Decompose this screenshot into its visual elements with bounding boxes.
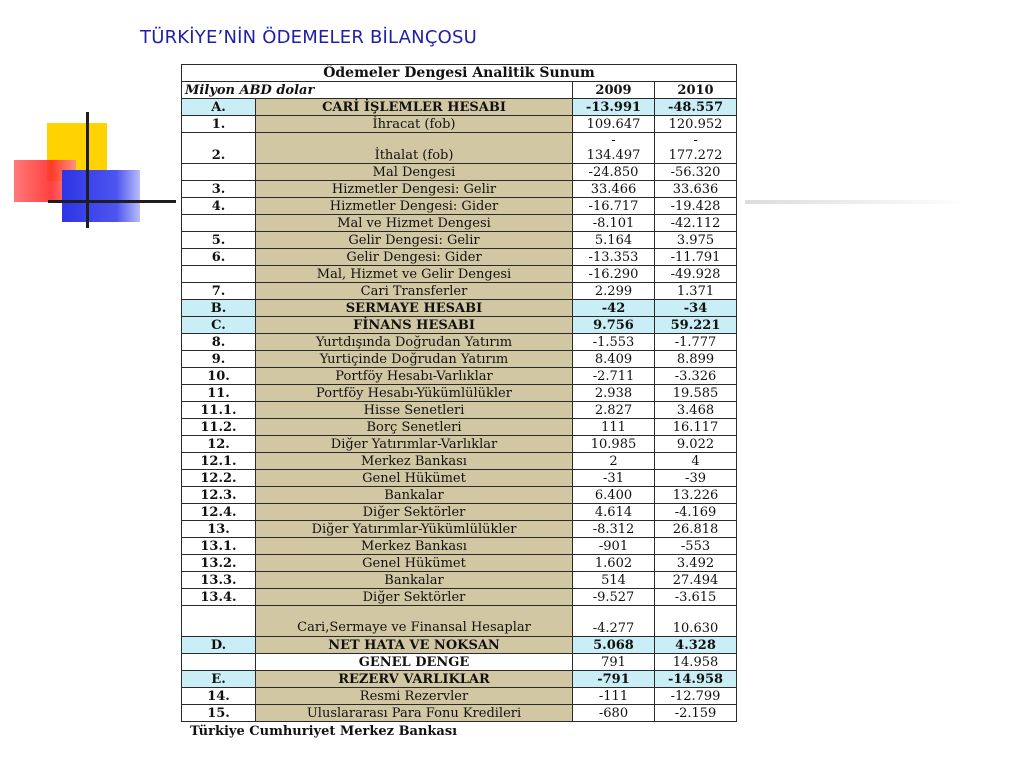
table-row (182, 453, 737, 470)
row-code: A. (182, 99, 256, 116)
value-2009: -791 (573, 671, 655, 688)
row-label: Bankalar (256, 572, 573, 589)
row-code: 1. (182, 116, 256, 133)
unit-label: Milyon ABD dolar (182, 82, 573, 99)
row-code: 10. (182, 368, 256, 385)
row-label: Hizmetler Dengesi: Gelir (256, 181, 573, 198)
row-label: SERMAYE HESABI (256, 300, 573, 317)
row-code: 7. (182, 283, 256, 300)
row-code: 3. (182, 181, 256, 198)
row-code: 11.1. (182, 402, 256, 419)
row-label: Gelir Dengesi: Gelir (256, 232, 573, 249)
value-2010: 13.226 (655, 487, 737, 504)
table-row (182, 164, 737, 181)
table-row (182, 606, 737, 637)
table-row (182, 504, 737, 521)
value-2009: -13.353 (573, 249, 655, 266)
table-row (182, 198, 737, 215)
table-header-row (182, 82, 737, 99)
row-label: İhracat (fob) (256, 116, 573, 133)
row-label: Bankalar (256, 487, 573, 504)
row-label: CARİ İŞLEMLER HESABI (256, 99, 573, 116)
table-row (182, 705, 737, 722)
value-2010: -42.112 (655, 215, 737, 232)
row-code: 6. (182, 249, 256, 266)
value-2009: 6.400 (573, 487, 655, 504)
row-label: Diğer Yatırımlar-Yükümlülükler (256, 521, 573, 538)
value-2009 (573, 133, 655, 164)
table-row (182, 589, 737, 606)
value-2010 (655, 133, 737, 164)
row-code: 5. (182, 232, 256, 249)
value-2009: -8.101 (573, 215, 655, 232)
value-2010: -553 (655, 538, 737, 555)
value-2010: 4.328 (655, 637, 737, 654)
decorative-squares-logo (0, 0, 190, 240)
row-label: Hizmetler Dengesi: Gider (256, 198, 573, 215)
table-row (182, 215, 737, 232)
table-row (182, 283, 737, 300)
table-row (182, 99, 737, 116)
table-title: Ödemeler Dengesi Analitik Sunum (182, 65, 737, 82)
row-code: 13. (182, 521, 256, 538)
row-label: Merkez Bankası (256, 453, 573, 470)
table-row (182, 572, 737, 589)
row-label: Cari Transferler (256, 283, 573, 300)
source-note: Türkiye Cumhuriyet Merkez Bankası (190, 724, 458, 739)
value-2009: -16.717 (573, 198, 655, 215)
value-2009: -13.991 (573, 99, 655, 116)
row-label: GENEL DENGE (256, 654, 573, 671)
table-row (182, 351, 737, 368)
value-2009: 5.068 (573, 637, 655, 654)
value-2010: 3.975 (655, 232, 737, 249)
row-code (182, 266, 256, 283)
value-2010: -48.557 (655, 99, 737, 116)
row-code: C. (182, 317, 256, 334)
value-2010: 3.492 (655, 555, 737, 572)
value-2010: 33.636 (655, 181, 737, 198)
row-label: Mal Dengesi (256, 164, 573, 181)
value-2009: 9.756 (573, 317, 655, 334)
table-row (182, 385, 737, 402)
value-2009: 2.299 (573, 283, 655, 300)
table-row (182, 300, 737, 317)
value-2009: -2.711 (573, 368, 655, 385)
value-2009: -24.850 (573, 164, 655, 181)
value-2009: 10.985 (573, 436, 655, 453)
row-label: Borç Senetleri (256, 419, 573, 436)
value-2009: 4.614 (573, 504, 655, 521)
value-2010: -39 (655, 470, 737, 487)
row-code: B. (182, 300, 256, 317)
horizontal-line (48, 200, 176, 203)
value-text: 177.272 (668, 148, 723, 163)
row-label: Portföy Hesabı-Varlıklar (256, 368, 573, 385)
row-code (182, 215, 256, 232)
row-label: FİNANS HESABI (256, 317, 573, 334)
row-label: Mal ve Hizmet Dengesi (256, 215, 573, 232)
vertical-line (86, 112, 89, 228)
row-label: Genel Hükümet (256, 470, 573, 487)
row-label: Gelir Dengesi: Gider (256, 249, 573, 266)
balance-of-payments-table (181, 64, 737, 722)
row-code: 13.2. (182, 555, 256, 572)
value-2009: 2.938 (573, 385, 655, 402)
value-2009: 2 (573, 453, 655, 470)
row-code: 11. (182, 385, 256, 402)
row-code: 13.3. (182, 572, 256, 589)
row-label: Portföy Hesabı-Yükümlülükler (256, 385, 573, 402)
value-2010: -49.928 (655, 266, 737, 283)
row-code: 12.2. (182, 470, 256, 487)
sign-marker: - (611, 133, 616, 148)
row-code: D. (182, 637, 256, 654)
table-row (182, 266, 737, 283)
table-row (182, 470, 737, 487)
value-2009: -16.290 (573, 266, 655, 283)
value-2010: -14.958 (655, 671, 737, 688)
row-code: 12.4. (182, 504, 256, 521)
row-code: E. (182, 671, 256, 688)
value-2010: 120.952 (655, 116, 737, 133)
value-2010: -1.777 (655, 334, 737, 351)
value-2010: 26.818 (655, 521, 737, 538)
value-2009: 1.602 (573, 555, 655, 572)
value-2009: 5.164 (573, 232, 655, 249)
row-code: 15. (182, 705, 256, 722)
row-label: NET HATA VE NOKSAN (256, 637, 573, 654)
row-code: 9. (182, 351, 256, 368)
value-2009: -42 (573, 300, 655, 317)
table-row (182, 419, 737, 436)
table-row (182, 688, 737, 705)
value-2010: 14.958 (655, 654, 737, 671)
row-code: 13.4. (182, 589, 256, 606)
row-label: Uluslararası Para Fonu Kredileri (256, 705, 573, 722)
table-row (182, 232, 737, 249)
table-row (182, 116, 737, 133)
value-text: 134.497 (586, 148, 641, 163)
table-row (182, 538, 737, 555)
year-2009-header: 2009 (573, 82, 655, 99)
value-2010: 4 (655, 453, 737, 470)
table-row (182, 671, 737, 688)
slide-title: TÜRKİYE’NİN ÖDEMELER BİLANÇOSU (140, 27, 477, 48)
value-2010: 3.468 (655, 402, 737, 419)
value-2010: -2.159 (655, 705, 737, 722)
row-code (182, 164, 256, 181)
year-2010-header: 2010 (655, 82, 737, 99)
table-row (182, 181, 737, 198)
row-label: REZERV VARLIKLAR (256, 671, 573, 688)
row-label: Diğer Yatırımlar-Varlıklar (256, 436, 573, 453)
row-code: 13.1. (182, 538, 256, 555)
row-label: Resmi Rezervler (256, 688, 573, 705)
value-2010: 8.899 (655, 351, 737, 368)
value-2009: -1.553 (573, 334, 655, 351)
row-label: Merkez Bankası (256, 538, 573, 555)
value-2010: 59.221 (655, 317, 737, 334)
value-2010: 16.117 (655, 419, 737, 436)
table-row (182, 402, 737, 419)
value-2010: -3.615 (655, 589, 737, 606)
row-code (182, 606, 256, 637)
row-label: Diğer Sektörler (256, 589, 573, 606)
row-label: İthalat (fob) (256, 133, 573, 164)
value-2010: -19.428 (655, 198, 737, 215)
row-code: 8. (182, 334, 256, 351)
row-code: 2. (182, 133, 256, 164)
value-2009: -31 (573, 470, 655, 487)
blue-square (62, 170, 140, 222)
table-row (182, 317, 737, 334)
value-2009: -9.527 (573, 589, 655, 606)
row-label: Diğer Sektörler (256, 504, 573, 521)
row-code: 14. (182, 688, 256, 705)
row-code (182, 654, 256, 671)
row-code: 12.1. (182, 453, 256, 470)
table-row (182, 637, 737, 654)
value-2010: -34 (655, 300, 737, 317)
value-2010: 27.494 (655, 572, 737, 589)
value-2009: 514 (573, 572, 655, 589)
table-row (182, 133, 737, 164)
value-2009: 791 (573, 654, 655, 671)
table-row (182, 249, 737, 266)
row-label: Yurtdışında Doğrudan Yatırım (256, 334, 573, 351)
table-row (182, 654, 737, 671)
value-2010: -12.799 (655, 688, 737, 705)
row-code: 12.3. (182, 487, 256, 504)
row-label: Hisse Senetleri (256, 402, 573, 419)
table-row (182, 555, 737, 572)
value-2010: -56.320 (655, 164, 737, 181)
value-2009: -8.312 (573, 521, 655, 538)
row-code: 12. (182, 436, 256, 453)
value-2010: 1.371 (655, 283, 737, 300)
value-2010: 19.585 (655, 385, 737, 402)
value-2009: -901 (573, 538, 655, 555)
row-code: 4. (182, 198, 256, 215)
value-2009: 2.827 (573, 402, 655, 419)
value-2009: -4.277 (573, 606, 655, 637)
value-2010: -11.791 (655, 249, 737, 266)
table-row (182, 368, 737, 385)
value-2009: 111 (573, 419, 655, 436)
row-code: 11.2. (182, 419, 256, 436)
value-2009: -680 (573, 705, 655, 722)
value-2010: -3.326 (655, 368, 737, 385)
value-2009: 8.409 (573, 351, 655, 368)
row-label: Mal, Hizmet ve Gelir Dengesi (256, 266, 573, 283)
decorative-fade-line (745, 200, 970, 204)
sign-marker: - (693, 133, 698, 148)
table-row (182, 487, 737, 504)
row-label: Genel Hükümet (256, 555, 573, 572)
table-row (182, 436, 737, 453)
table-title-row (182, 65, 737, 82)
row-label: Yurtiçinde Doğrudan Yatırım (256, 351, 573, 368)
value-2010: -4.169 (655, 504, 737, 521)
value-2010: 10.630 (655, 606, 737, 637)
row-label: Cari,Sermaye ve Finansal Hesaplar (256, 606, 573, 637)
value-2009: 33.466 (573, 181, 655, 198)
value-2009: 109.647 (573, 116, 655, 133)
value-2009: -111 (573, 688, 655, 705)
value-2010: 9.022 (655, 436, 737, 453)
table-row (182, 521, 737, 538)
table-row (182, 334, 737, 351)
